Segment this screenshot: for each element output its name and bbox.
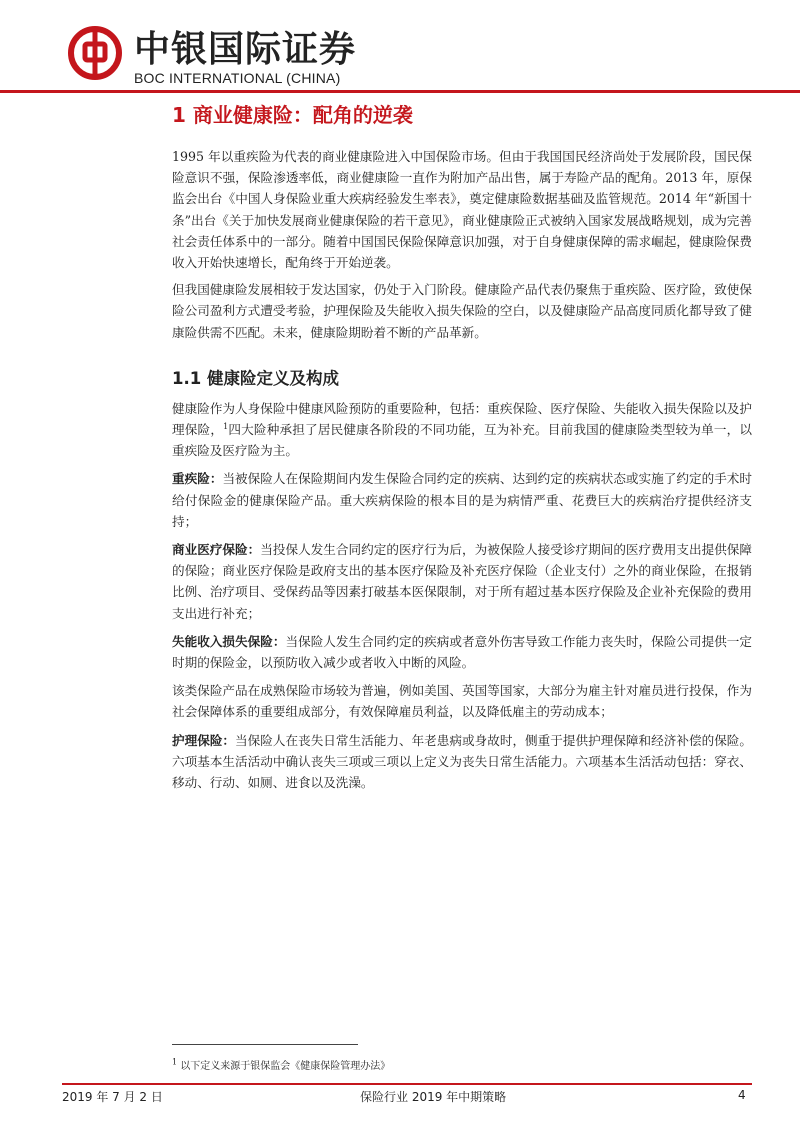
footer-report-title: 保险行业 2019 年中期策略 — [360, 1090, 507, 1104]
definition-critical-illness — [172, 468, 752, 532]
footnote-mark: 1 — [172, 1057, 178, 1067]
main-content — [172, 140, 752, 793]
footnote-text: 以下定义来源于银保监会《健康保险管理办法》 — [180, 1061, 391, 1072]
definition-disability-income — [172, 631, 752, 673]
intro-text-a: 健康险作为人身保险中健康风险预防的重要险种，包括：重疾保险、医疗保险、失能收入损失保险以及护理保险， — [172, 400, 752, 438]
definition-medical — [172, 539, 752, 624]
footer-date: 2019 年 7 月 2 日 — [62, 1090, 163, 1104]
footnote-ref: 1 — [223, 421, 229, 431]
definition-term: 护理保险： — [172, 732, 236, 748]
definition-text: 当被保险人在保险期间内发生保险合同约定的疾病、达到约定的疾病状态或实施了约定的手术时给付保险金的健康保险产品。重大疾病保险的根本目的是为病情严重、花费巨大的疾病治疗提供经济支持； — [172, 471, 753, 529]
header-divider — [0, 90, 800, 93]
footer-divider — [62, 1083, 752, 1085]
section-1-1-title: 1.1 健康险定义及构成 — [172, 368, 339, 388]
definition-text: 当保险人在丧失日常生活能力、年老患病或身故时，侧重于提供护理保障和经济补偿的保险。六项基本生活活动中确认丧失三项或三项以上定义为丧失日常生活能力。六项基本生活活动包括：穿衣、移动、行动、如厕、进食以及洗澡。 — [172, 732, 753, 791]
definition-text: 当投保人发生合同约定的医疗行为后，为被保险人接受诊疗期间的医疗费用支出提供保障的保险；商业医疗保险是政府支出的基本医疗保险及补充医疗保险（企业支付）之外的商业保险，在报销比例、治疗项目、受保药品等因素打破基本医保限制，对于所有超过基本医疗保险及企业补充保险的费用支出进行补充； — [172, 542, 753, 621]
boc-logo-icon — [68, 26, 122, 80]
section-1-para-1: 1995 年以重疾险为代表的商业健康险进入中国保险市场。但由于我国国民经济尚处于发展阶段，国民保险意识不强，保险渗透率低，商业健康险一直作为附加产品出售，属于寿险产品的配角。2013 年，原保监会出台《中国人身保险业重大疾病经验发生率表》，奠定健康险数据基础及监管规范。2014 年“新国十条”出台《关于加快发展商业健康保险的若干意见》，商业健康险正式被纳入国家发展战略规划，成为完善社会责任体系中的一部分。随着中国国民保险保障意识加强，对于自身健康保障的需求崛起，健康险保费收入开始快速增长，配角终于开始逆袭。 — [172, 149, 752, 271]
definition-text: 当保险人发生合同约定的疾病或者意外伤害导致工作能力丧失时，保险公司提供一定时期的保险金，以预防收入减少或者收入中断的风险。 — [172, 633, 753, 671]
section-1-para-2: 但我国健康险发展相较于发达国家，仍处于入门阶段。健康险产品代表仍聚焦于重疾险、医疗险，致使保险公司盈利方式遭受考验，护理保险及失能收入损失保险的空白，以及健康险产品高度同质化都导致了健康险供需不匹配。未来，健康险期盼着不断的产品革新。 — [172, 282, 752, 340]
report-header — [62, 22, 752, 92]
definition-term: 重疾险： — [172, 471, 223, 487]
logo-english-name: BOC INTERNATIONAL (CHINA) — [134, 70, 341, 86]
definition-term: 失能收入损失保险： — [172, 633, 286, 649]
section-1-1-intro — [172, 398, 752, 462]
logo-chinese-name: 中银国际证券 — [134, 29, 357, 70]
footnote — [172, 1057, 390, 1072]
definition-long-term-care — [172, 730, 752, 794]
intro-text-b: 四大险种承担了居民健康各阶段的不同功能，互为补充。目前我国的健康险类型较为单一，以重疾险及医疗险为主。 — [172, 422, 753, 459]
section-1-title: 1 商业健康险：配角的逆袭 — [172, 103, 413, 127]
disability-extra-para: 该类保险产品在成熟保险市场较为普遍，例如美国、英国等国家，大部分为雇主针对雇员进行投保，作为社会保障体系的重要组成部分，有效保障雇员利益，以及降低雇主的劳动成本； — [172, 683, 752, 720]
definition-term: 商业医疗保险： — [172, 542, 261, 558]
page-number: 4 — [738, 1088, 746, 1102]
footnote-divider — [172, 1044, 358, 1045]
